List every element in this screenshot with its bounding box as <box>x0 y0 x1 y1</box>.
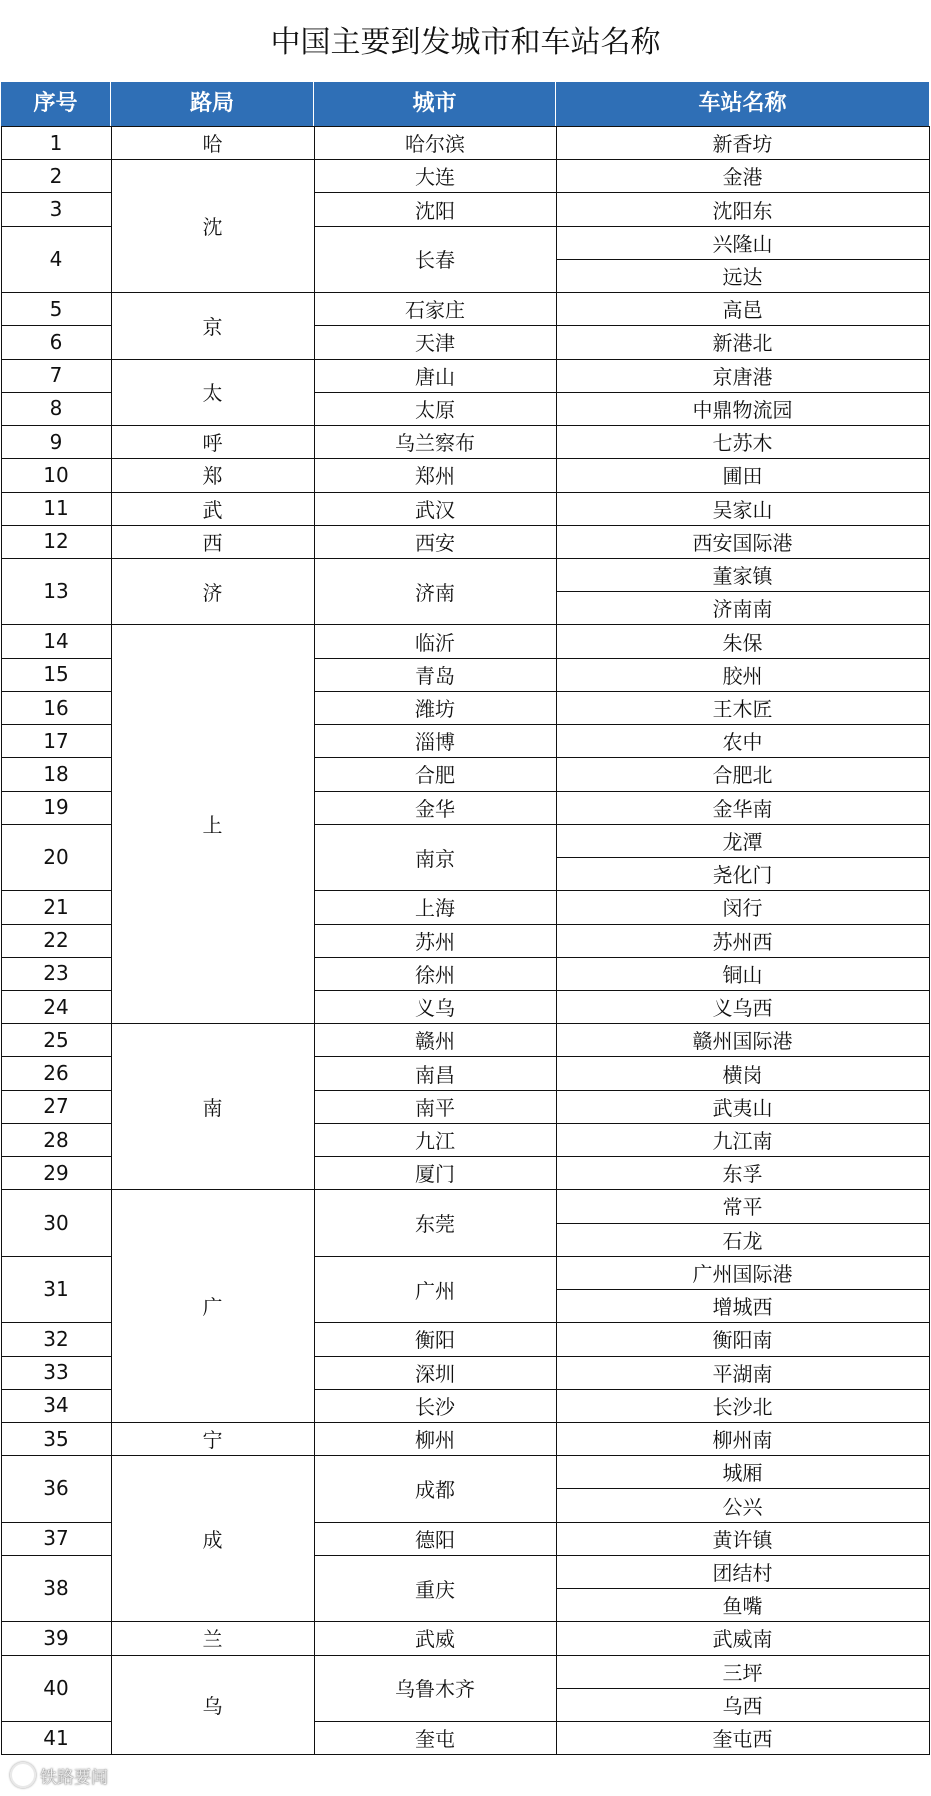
row-index-cell: 24 <box>43 994 69 1019</box>
row-index-cell: 1 <box>49 130 63 155</box>
city-cell: 上海 <box>415 896 455 921</box>
bureau-cell: 太 <box>202 381 223 406</box>
city-cell: 潍坊 <box>415 697 455 722</box>
row-index-cell: 18 <box>43 761 69 786</box>
bureau-cell: 武 <box>202 497 223 522</box>
row-index-cell: 9 <box>49 429 63 454</box>
city-cell: 乌兰察布 <box>395 431 475 456</box>
grid-line <box>929 126 930 1755</box>
station-cell: 七苏木 <box>712 431 773 456</box>
row-index-cell: 4 <box>49 246 63 271</box>
row-index-cell: 15 <box>43 662 69 687</box>
city-cell: 西安 <box>415 530 455 555</box>
station-cell: 平湖南 <box>712 1361 773 1386</box>
row-index-cell: 6 <box>49 329 63 354</box>
city-cell: 合肥 <box>415 763 455 788</box>
station-cell: 横岗 <box>722 1062 763 1087</box>
row-index-cell: 7 <box>49 363 63 388</box>
row-index-cell: 20 <box>43 845 69 870</box>
bureau-cell: 成 <box>202 1527 223 1552</box>
page-title: 中国主要到发城市和车站名称 <box>270 25 661 60</box>
station-cell: 尧化门 <box>712 863 773 888</box>
bureau-cell: 京 <box>202 314 223 339</box>
row-index-cell: 25 <box>43 1027 69 1052</box>
row-index-cell: 13 <box>43 579 69 604</box>
row-index-cell: 32 <box>43 1326 69 1351</box>
station-cell: 高邑 <box>722 298 763 323</box>
city-cell: 苏州 <box>415 929 455 954</box>
row-index-cell: 12 <box>43 529 69 554</box>
watermark-text: 铁路要闻 <box>40 1767 108 1788</box>
row-index-cell: 35 <box>43 1426 69 1451</box>
row-index-cell: 2 <box>49 163 63 188</box>
city-cell: 唐山 <box>415 364 455 389</box>
city-cell: 淄博 <box>415 730 455 755</box>
row-index-cell: 29 <box>43 1160 69 1185</box>
table-header <box>1 82 929 126</box>
station-cell: 奎屯西 <box>712 1727 773 1752</box>
station-cell: 东孚 <box>722 1162 763 1187</box>
row-index-cell: 22 <box>43 928 69 953</box>
city-cell: 南昌 <box>415 1062 455 1087</box>
row-index-cell: 27 <box>43 1094 69 1119</box>
station-cell: 长沙北 <box>712 1394 773 1419</box>
row-index-cell: 23 <box>43 961 69 986</box>
station-cell: 新香坊 <box>712 132 773 157</box>
station-cell: 武夷山 <box>712 1095 773 1120</box>
station-cell: 柳州南 <box>712 1428 773 1453</box>
city-cell: 柳州 <box>415 1428 455 1453</box>
station-cell: 赣州国际港 <box>692 1029 793 1054</box>
row-index-cell: 37 <box>43 1526 69 1551</box>
station-cell: 农中 <box>722 730 763 755</box>
row-index-cell: 34 <box>43 1393 69 1418</box>
station-cell: 铜山 <box>722 962 763 987</box>
station-cell: 中鼎物流园 <box>692 397 793 422</box>
row-index-cell: 39 <box>43 1625 69 1650</box>
watermark-logo-icon <box>10 1762 36 1788</box>
row-index-cell: 28 <box>43 1127 69 1152</box>
row-index-cell: 21 <box>43 894 69 919</box>
row-index-cell: 38 <box>43 1576 69 1601</box>
station-cell: 衡阳南 <box>712 1328 773 1353</box>
bureau-cell: 西 <box>202 530 223 555</box>
city-cell: 太原 <box>415 397 455 422</box>
station-cell: 京唐港 <box>712 364 773 389</box>
station-cell: 金华南 <box>712 796 773 821</box>
header-cell-city: 城市 <box>314 82 556 126</box>
station-cell: 胶州 <box>722 663 763 688</box>
bureau-cell: 沈 <box>202 215 223 240</box>
station-cell: 西安国际港 <box>692 530 793 555</box>
city-cell: 成都 <box>415 1477 455 1502</box>
station-cell: 新港北 <box>712 331 773 356</box>
row-index-cell: 36 <box>43 1476 69 1501</box>
station-cell: 远达 <box>722 265 763 290</box>
bureau-cell: 呼 <box>202 431 223 456</box>
city-cell: 金华 <box>415 796 455 821</box>
bureau-cell: 郑 <box>202 464 223 489</box>
station-cell: 苏州西 <box>712 929 773 954</box>
city-cell: 武威 <box>415 1627 455 1652</box>
city-cell: 临沂 <box>415 630 455 655</box>
station-cell: 合肥北 <box>712 763 773 788</box>
row-index-cell: 8 <box>49 396 63 421</box>
station-cell: 沈阳东 <box>712 198 773 223</box>
city-cell: 德阳 <box>415 1527 455 1552</box>
bureau-cell: 兰 <box>202 1627 223 1652</box>
city-cell: 郑州 <box>415 464 455 489</box>
city-cell: 武汉 <box>415 497 455 522</box>
row-index-cell: 11 <box>43 496 69 521</box>
city-cell: 奎屯 <box>415 1727 455 1752</box>
station-cell: 兴隆山 <box>712 231 773 256</box>
city-cell: 重庆 <box>415 1577 455 1602</box>
city-cell: 天津 <box>415 331 455 356</box>
station-cell: 团结村 <box>712 1560 773 1585</box>
row-index-cell: 33 <box>43 1360 69 1385</box>
bureau-cell: 宁 <box>202 1428 223 1453</box>
row-index-cell: 30 <box>43 1210 69 1235</box>
city-cell: 石家庄 <box>405 298 465 323</box>
station-cell: 三坪 <box>722 1660 763 1685</box>
station-cell: 增城西 <box>712 1295 773 1320</box>
city-cell: 厦门 <box>415 1162 455 1187</box>
station-cell: 龙潭 <box>722 829 763 854</box>
city-cell: 义乌 <box>415 996 455 1021</box>
row-index-cell: 10 <box>43 462 69 487</box>
header-cell-index: 序号 <box>1 82 111 126</box>
station-cell: 公兴 <box>722 1494 763 1519</box>
station-cell: 金港 <box>722 165 763 190</box>
row-index-cell: 26 <box>43 1061 69 1086</box>
city-cell: 乌鲁木齐 <box>395 1677 475 1702</box>
station-cell: 圃田 <box>722 464 763 489</box>
station-cell: 武威南 <box>712 1627 773 1652</box>
station-cell: 义乌西 <box>712 996 773 1021</box>
city-cell: 济南 <box>415 580 455 605</box>
row-index-cell: 16 <box>43 695 69 720</box>
station-cell: 常平 <box>722 1195 763 1220</box>
bureau-cell: 上 <box>202 813 223 838</box>
row-index-cell: 41 <box>43 1725 69 1750</box>
city-cell: 哈尔滨 <box>405 132 465 157</box>
bureau-cell: 广 <box>202 1295 223 1320</box>
station-cell: 闵行 <box>722 896 763 921</box>
station-cell: 吴家山 <box>712 497 773 522</box>
row-index-cell: 19 <box>43 795 69 820</box>
bureau-cell: 南 <box>202 1095 223 1120</box>
station-cell: 黄许镇 <box>712 1527 773 1552</box>
city-cell: 大连 <box>415 165 455 190</box>
station-cell: 乌西 <box>722 1693 763 1718</box>
city-cell: 长春 <box>415 248 455 273</box>
station-cell: 王木匠 <box>712 697 773 722</box>
station-cell: 石龙 <box>722 1228 763 1253</box>
header-cell-bureau: 路局 <box>111 82 314 126</box>
city-cell: 广州 <box>415 1278 455 1303</box>
city-cell: 东莞 <box>415 1212 455 1237</box>
city-cell: 九江 <box>415 1129 455 1153</box>
bureau-cell: 哈 <box>202 132 223 157</box>
watermark <box>10 1762 108 1788</box>
row-index-cell: 40 <box>43 1675 69 1700</box>
station-cell: 九江南 <box>712 1129 773 1153</box>
header-cell-station: 车站名称 <box>698 91 787 116</box>
city-cell: 青岛 <box>415 663 455 688</box>
city-cell: 长沙 <box>415 1394 455 1419</box>
bureau-cell: 济 <box>202 580 223 605</box>
station-cell: 广州国际港 <box>692 1261 793 1286</box>
city-cell: 沈阳 <box>415 198 455 223</box>
row-index-cell: 3 <box>49 197 63 222</box>
station-cell: 城厢 <box>722 1461 763 1486</box>
station-cell: 董家镇 <box>712 564 773 589</box>
city-cell: 徐州 <box>415 962 455 987</box>
city-cell: 深圳 <box>415 1361 455 1386</box>
row-index-cell: 31 <box>43 1277 69 1302</box>
station-cell: 鱼嘴 <box>722 1594 763 1619</box>
city-cell: 南京 <box>415 846 455 871</box>
station-cell: 济南南 <box>712 597 773 622</box>
row-index-cell: 5 <box>49 296 63 321</box>
city-cell: 赣州 <box>415 1029 455 1054</box>
row-index-cell: 17 <box>43 728 69 753</box>
city-cell: 南平 <box>415 1095 455 1120</box>
city-cell: 衡阳 <box>415 1328 455 1353</box>
station-cell: 朱保 <box>722 630 763 655</box>
bureau-cell: 乌 <box>202 1693 223 1718</box>
row-index-cell: 14 <box>43 629 69 654</box>
